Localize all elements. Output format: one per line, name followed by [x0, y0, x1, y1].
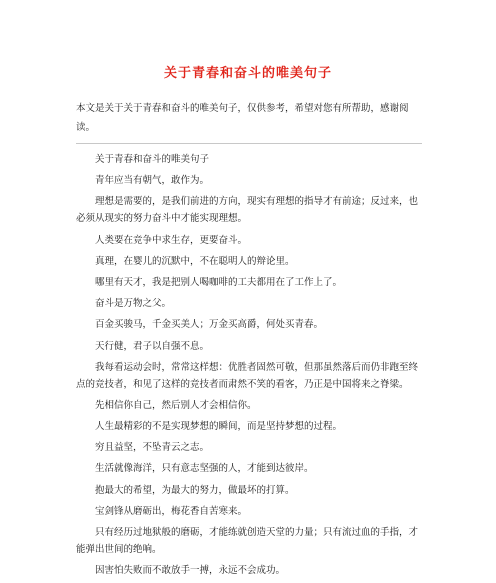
paragraph: 哪里有天才，我是把别人喝咖啡的工夫都用在了工作上了。 — [95, 276, 343, 288]
paragraph: 生活就像海洋，只有意志坚强的人，才能到达彼岸。 — [95, 463, 314, 475]
paragraph: 抱最大的希望，为最大的努力，做最坏的打算。 — [95, 484, 295, 496]
paragraph: 奋斗是万物之父。 — [95, 298, 172, 310]
divider — [76, 143, 422, 144]
paragraph: 百金买骏马，千金买美人；万金买高爵，何处买青春。 — [95, 319, 324, 331]
paragraph: 穷且益坚，不坠青云之志。 — [95, 442, 210, 454]
paragraph: 人生最精彩的不是实现梦想的瞬间，而是坚持梦想的过程。 — [95, 421, 343, 433]
paragraph: 关于青春和奋斗的唯美句子 — [95, 154, 210, 165]
document-body — [76, 151, 424, 583]
document-intro: 本文是关于关于青春和奋斗的唯美句子，仅供参考，希望对您有所帮助，感谢阅读。 — [76, 103, 409, 133]
paragraph: 宝剑锋从磨砺出，梅花香自苦寒来。 — [95, 505, 248, 517]
paragraph: 天行健，君子以自强不息。 — [95, 340, 210, 352]
paragraph: 理想是需要的，是我们前进的方向，现实有理想的指导才有前途；反过来，也必须从现实的努力奋斗中才能实现理想。 — [76, 196, 419, 225]
paragraph: 我每看运动会时，常常这样想：优胜者固然可敬，但那虽然落后而仍非跑至终点的竞技者，和见了这样的竞技者而肃然不笑的看客，乃正是中国将来之脊梁。 — [76, 361, 419, 390]
paragraph: 先相信你自己，然后别人才会相信你。 — [95, 399, 257, 411]
paragraph: 人类要在竞争中求生存，更要奋斗。 — [95, 234, 248, 246]
paragraph: 青年应当有朝气，敢作为。 — [95, 175, 210, 187]
document-title: 关于青春和奋斗的唯美句子 — [163, 66, 332, 81]
paragraph: 真理，在婴儿的沉默中，不在聪明人的辩论里。 — [95, 255, 295, 267]
paragraph: 因害怕失败而不敢放手一搏，永远不会成功。 — [95, 565, 286, 577]
paragraph: 只有经历过地狱般的磨砺，才能练就创造天堂的力量；只有流过血的手指，才能弹出世间的绝响。 — [76, 527, 419, 555]
